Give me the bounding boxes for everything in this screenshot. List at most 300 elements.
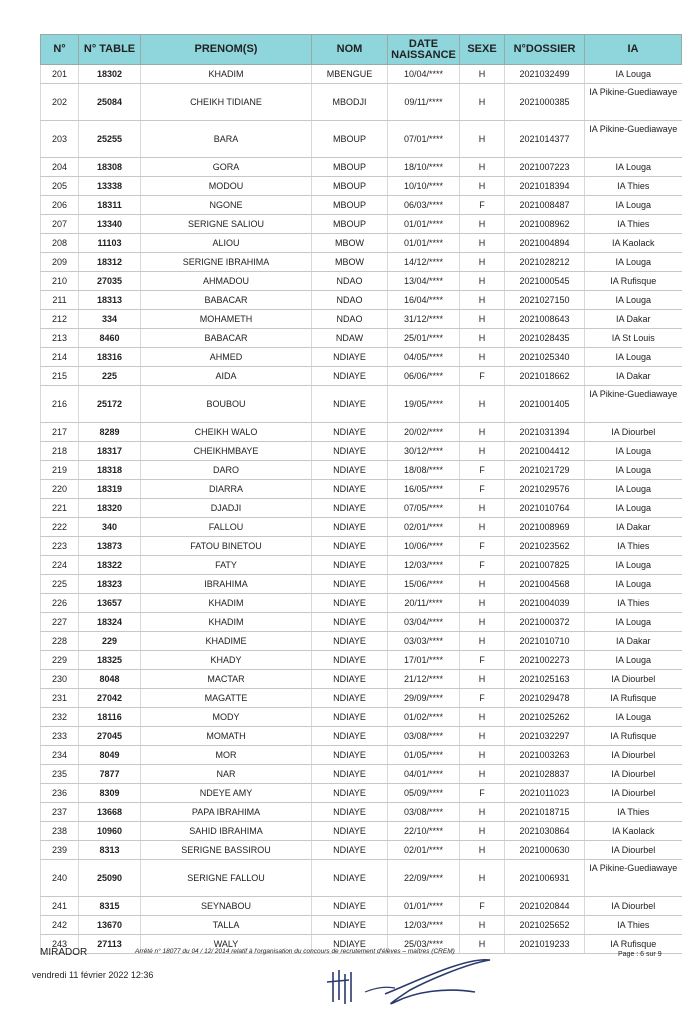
cell-tbl: 8309 xyxy=(79,784,141,803)
cell-dossier: 2021028435 xyxy=(505,329,585,348)
table-row xyxy=(41,860,682,897)
cell-dossier: 2021020844 xyxy=(505,897,585,916)
cell-prenom: DJADJI xyxy=(141,499,312,518)
cell-date: 05/09/**** xyxy=(388,784,460,803)
cell-tbl: 18312 xyxy=(79,253,141,272)
cell-ia: IA Louga xyxy=(585,575,682,594)
cell-nom: MBOW xyxy=(312,234,388,253)
cell-date: 10/10/**** xyxy=(388,177,460,196)
cell-ia: IA Thies xyxy=(585,177,682,196)
cell-ia: IA Kaolack xyxy=(585,234,682,253)
cell-nom: MBOW xyxy=(312,253,388,272)
cell-num: 208 xyxy=(41,234,79,253)
cell-tbl: 18317 xyxy=(79,442,141,461)
cell-date: 01/01/**** xyxy=(388,215,460,234)
header-num: N° xyxy=(41,35,79,65)
cell-dossier: 2021018662 xyxy=(505,367,585,386)
cell-dossier: 2021007223 xyxy=(505,158,585,177)
table-row xyxy=(41,784,682,803)
signature-icon xyxy=(325,952,495,1012)
cell-prenom: MOMATH xyxy=(141,727,312,746)
cell-dossier: 2021000385 xyxy=(505,84,585,121)
print-date: vendredi 11 février 2022 12:36 xyxy=(32,970,154,980)
cell-tbl: 18323 xyxy=(79,575,141,594)
cell-ia: IA Louga xyxy=(585,708,682,727)
cell-tbl: 7877 xyxy=(79,765,141,784)
cell-date: 20/11/**** xyxy=(388,594,460,613)
cell-dossier: 2021008487 xyxy=(505,196,585,215)
cell-dossier: 2021018715 xyxy=(505,803,585,822)
cell-prenom: NGONE xyxy=(141,196,312,215)
cell-num: 234 xyxy=(41,746,79,765)
cell-dossier: 2021004894 xyxy=(505,234,585,253)
cell-prenom: IBRAHIMA xyxy=(141,575,312,594)
table-body xyxy=(41,65,682,954)
results-table xyxy=(40,34,682,954)
cell-date: 29/09/**** xyxy=(388,689,460,708)
cell-date: 01/02/**** xyxy=(388,708,460,727)
cell-date: 07/05/**** xyxy=(388,499,460,518)
cell-sexe: H xyxy=(460,594,505,613)
cell-nom: MBODJI xyxy=(312,84,388,121)
table-row xyxy=(41,841,682,860)
cell-prenom: SERIGNE FALLOU xyxy=(141,860,312,897)
cell-prenom: FATOU BINETOU xyxy=(141,537,312,556)
cell-ia: IA Louga xyxy=(585,480,682,499)
cell-num: 209 xyxy=(41,253,79,272)
cell-prenom: MODY xyxy=(141,708,312,727)
header-prenom: PRENOM(S) xyxy=(141,35,312,65)
cell-tbl: 229 xyxy=(79,632,141,651)
cell-ia: IA St Louis xyxy=(585,329,682,348)
cell-nom: NDIAYE xyxy=(312,746,388,765)
cell-nom: NDIAYE xyxy=(312,632,388,651)
table-row xyxy=(41,651,682,670)
cell-nom: NDIAYE xyxy=(312,480,388,499)
table-row xyxy=(41,196,682,215)
cell-num: 227 xyxy=(41,613,79,632)
cell-nom: NDIAYE xyxy=(312,916,388,935)
table-row xyxy=(41,386,682,423)
table-row xyxy=(41,423,682,442)
cell-prenom: NDEYE AMY xyxy=(141,784,312,803)
cell-sexe: H xyxy=(460,253,505,272)
cell-nom: MBOUP xyxy=(312,158,388,177)
cell-nom: NDIAYE xyxy=(312,897,388,916)
cell-tbl: 18319 xyxy=(79,480,141,499)
cell-sexe: H xyxy=(460,499,505,518)
cell-tbl: 25090 xyxy=(79,860,141,897)
cell-tbl: 18311 xyxy=(79,196,141,215)
cell-prenom: KHADY xyxy=(141,651,312,670)
cell-num: 235 xyxy=(41,765,79,784)
cell-prenom: CHEIKHMBAYE xyxy=(141,442,312,461)
cell-sexe: H xyxy=(460,272,505,291)
cell-num: 230 xyxy=(41,670,79,689)
cell-date: 18/10/**** xyxy=(388,158,460,177)
cell-ia: IA Rufisque xyxy=(585,727,682,746)
cell-date: 02/01/**** xyxy=(388,518,460,537)
cell-num: 233 xyxy=(41,727,79,746)
cell-num: 242 xyxy=(41,916,79,935)
cell-date: 21/12/**** xyxy=(388,670,460,689)
cell-date: 01/05/**** xyxy=(388,746,460,765)
cell-date: 22/09/**** xyxy=(388,860,460,897)
cell-sexe: F xyxy=(460,367,505,386)
cell-num: 228 xyxy=(41,632,79,651)
cell-sexe: F xyxy=(460,689,505,708)
table-row xyxy=(41,727,682,746)
cell-ia: IA Dakar xyxy=(585,632,682,651)
cell-tbl: 18320 xyxy=(79,499,141,518)
cell-ia: IA Rufisque xyxy=(585,689,682,708)
cell-nom: MBOUP xyxy=(312,215,388,234)
table-row xyxy=(41,158,682,177)
cell-dossier: 2021032297 xyxy=(505,727,585,746)
cell-num: 226 xyxy=(41,594,79,613)
cell-tbl: 13873 xyxy=(79,537,141,556)
cell-dossier: 2021004568 xyxy=(505,575,585,594)
cell-ia: IA Louga xyxy=(585,461,682,480)
cell-dossier: 2021014377 xyxy=(505,121,585,158)
cell-dossier: 2021000372 xyxy=(505,613,585,632)
cell-prenom: MODOU xyxy=(141,177,312,196)
cell-sexe: F xyxy=(460,537,505,556)
cell-dossier: 2021029576 xyxy=(505,480,585,499)
cell-tbl: 8313 xyxy=(79,841,141,860)
cell-prenom: FATY xyxy=(141,556,312,575)
table-row xyxy=(41,367,682,386)
table-row xyxy=(41,461,682,480)
cell-dossier: 2021028212 xyxy=(505,253,585,272)
cell-sexe: H xyxy=(460,613,505,632)
table-row xyxy=(41,822,682,841)
table-row xyxy=(41,121,682,158)
cell-num: 238 xyxy=(41,822,79,841)
cell-num: 241 xyxy=(41,897,79,916)
cell-nom: NDAW xyxy=(312,329,388,348)
cell-nom: NDIAYE xyxy=(312,765,388,784)
cell-dossier: 2021000545 xyxy=(505,272,585,291)
cell-tbl: 13340 xyxy=(79,215,141,234)
cell-dossier: 2021011023 xyxy=(505,784,585,803)
cell-ia: IA Louga xyxy=(585,613,682,632)
cell-tbl: 18324 xyxy=(79,613,141,632)
cell-ia: IA Diourbel xyxy=(585,746,682,765)
cell-date: 16/04/**** xyxy=(388,291,460,310)
table-row xyxy=(41,480,682,499)
cell-sexe: H xyxy=(460,234,505,253)
cell-num: 203 xyxy=(41,121,79,158)
cell-prenom: CHEIKH TIDIANE xyxy=(141,84,312,121)
cell-tbl: 25255 xyxy=(79,121,141,158)
table-row xyxy=(41,689,682,708)
cell-tbl: 13338 xyxy=(79,177,141,196)
cell-sexe: H xyxy=(460,575,505,594)
cell-date: 16/05/**** xyxy=(388,480,460,499)
cell-prenom: TALLA xyxy=(141,916,312,935)
cell-tbl: 18302 xyxy=(79,65,141,84)
cell-date: 10/04/**** xyxy=(388,65,460,84)
cell-date: 12/03/**** xyxy=(388,916,460,935)
cell-prenom: KHADIME xyxy=(141,632,312,651)
cell-nom: NDIAYE xyxy=(312,822,388,841)
cell-date: 25/03/**** xyxy=(388,935,460,954)
cell-dossier: 2021010764 xyxy=(505,499,585,518)
table-row xyxy=(41,253,682,272)
cell-prenom: BABACAR xyxy=(141,291,312,310)
cell-date: 13/04/**** xyxy=(388,272,460,291)
table-row xyxy=(41,575,682,594)
cell-num: 240 xyxy=(41,860,79,897)
cell-date: 19/05/**** xyxy=(388,386,460,423)
cell-num: 214 xyxy=(41,348,79,367)
cell-nom: NDIAYE xyxy=(312,651,388,670)
results-table-container xyxy=(40,34,681,954)
cell-prenom: PAPA IBRAHIMA xyxy=(141,803,312,822)
table-row xyxy=(41,310,682,329)
cell-prenom: BARA xyxy=(141,121,312,158)
cell-dossier: 2021018394 xyxy=(505,177,585,196)
cell-date: 18/08/**** xyxy=(388,461,460,480)
cell-num: 202 xyxy=(41,84,79,121)
cell-sexe: H xyxy=(460,708,505,727)
cell-nom: NDIAYE xyxy=(312,803,388,822)
table-row xyxy=(41,329,682,348)
cell-num: 201 xyxy=(41,65,79,84)
header-nom: NOM xyxy=(312,35,388,65)
table-row xyxy=(41,556,682,575)
cell-nom: NDIAYE xyxy=(312,518,388,537)
cell-tbl: 18318 xyxy=(79,461,141,480)
table-row xyxy=(41,442,682,461)
cell-ia: IA Louga xyxy=(585,348,682,367)
cell-date: 07/01/**** xyxy=(388,121,460,158)
cell-num: 237 xyxy=(41,803,79,822)
cell-sexe: H xyxy=(460,442,505,461)
cell-sexe: H xyxy=(460,310,505,329)
cell-num: 222 xyxy=(41,518,79,537)
cell-num: 243 xyxy=(41,935,79,954)
cell-ia: IA Louga xyxy=(585,291,682,310)
cell-sexe: H xyxy=(460,916,505,935)
cell-num: 217 xyxy=(41,423,79,442)
cell-sexe: H xyxy=(460,291,505,310)
cell-nom: NDIAYE xyxy=(312,367,388,386)
table-row xyxy=(41,291,682,310)
table-row xyxy=(41,632,682,651)
cell-nom: NDIAYE xyxy=(312,708,388,727)
cell-nom: MBOUP xyxy=(312,121,388,158)
cell-prenom: SERIGNE SALIOU xyxy=(141,215,312,234)
cell-dossier: 2021006931 xyxy=(505,860,585,897)
cell-tbl: 340 xyxy=(79,518,141,537)
cell-prenom: AHMADOU xyxy=(141,272,312,291)
cell-sexe: H xyxy=(460,803,505,822)
cell-num: 239 xyxy=(41,841,79,860)
cell-num: 218 xyxy=(41,442,79,461)
cell-dossier: 2021025163 xyxy=(505,670,585,689)
cell-sexe: F xyxy=(460,897,505,916)
cell-date: 03/08/**** xyxy=(388,803,460,822)
cell-ia: IA Louga xyxy=(585,65,682,84)
cell-ia: IA Rufisque xyxy=(585,272,682,291)
cell-tbl: 8049 xyxy=(79,746,141,765)
table-row xyxy=(41,348,682,367)
cell-sexe: H xyxy=(460,65,505,84)
cell-ia: IA Diourbel xyxy=(585,784,682,803)
cell-prenom: KHADIM xyxy=(141,613,312,632)
cell-dossier: 2021007825 xyxy=(505,556,585,575)
table-row xyxy=(41,897,682,916)
cell-date: 02/01/**** xyxy=(388,841,460,860)
cell-num: 232 xyxy=(41,708,79,727)
cell-prenom: KHADIM xyxy=(141,594,312,613)
cell-prenom: MACTAR xyxy=(141,670,312,689)
cell-tbl: 13668 xyxy=(79,803,141,822)
cell-dossier: 2021001405 xyxy=(505,386,585,423)
cell-sexe: F xyxy=(460,556,505,575)
cell-date: 06/03/**** xyxy=(388,196,460,215)
cell-tbl: 27035 xyxy=(79,272,141,291)
cell-tbl: 13657 xyxy=(79,594,141,613)
cell-dossier: 2021028837 xyxy=(505,765,585,784)
cell-date: 01/01/**** xyxy=(388,234,460,253)
cell-tbl: 8315 xyxy=(79,897,141,916)
cell-num: 224 xyxy=(41,556,79,575)
cell-tbl: 27045 xyxy=(79,727,141,746)
cell-nom: MBOUP xyxy=(312,196,388,215)
table-row xyxy=(41,803,682,822)
cell-dossier: 2021002273 xyxy=(505,651,585,670)
cell-ia: IA Louga xyxy=(585,253,682,272)
cell-nom: NDIAYE xyxy=(312,727,388,746)
cell-nom: NDAO xyxy=(312,310,388,329)
table-row xyxy=(41,272,682,291)
cell-prenom: BOUBOU xyxy=(141,386,312,423)
cell-dossier: 2021031394 xyxy=(505,423,585,442)
table-row xyxy=(41,765,682,784)
cell-prenom: SERIGNE IBRAHIMA xyxy=(141,253,312,272)
cell-nom: NDAO xyxy=(312,291,388,310)
cell-ia: IA Dakar xyxy=(585,367,682,386)
cell-prenom: DARO xyxy=(141,461,312,480)
cell-dossier: 2021021729 xyxy=(505,461,585,480)
cell-ia: IA Diourbel xyxy=(585,841,682,860)
cell-sexe: H xyxy=(460,727,505,746)
cell-ia: IA Pikine-Guediawaye xyxy=(585,860,682,897)
table-row xyxy=(41,84,682,121)
cell-num: 206 xyxy=(41,196,79,215)
table-row xyxy=(41,234,682,253)
cell-tbl: 13670 xyxy=(79,916,141,935)
cell-ia: IA Thies xyxy=(585,594,682,613)
cell-dossier: 2021004412 xyxy=(505,442,585,461)
cell-tbl: 18308 xyxy=(79,158,141,177)
cell-ia: IA Diourbel xyxy=(585,423,682,442)
cell-prenom: MAGATTE xyxy=(141,689,312,708)
table-row xyxy=(41,708,682,727)
header-ia: IA xyxy=(585,35,682,65)
table-row xyxy=(41,518,682,537)
cell-ia: IA Kaolack xyxy=(585,822,682,841)
cell-sexe: H xyxy=(460,632,505,651)
cell-date: 30/12/**** xyxy=(388,442,460,461)
cell-ia: IA Dakar xyxy=(585,518,682,537)
cell-prenom: CHEIKH WALO xyxy=(141,423,312,442)
cell-ia: IA Diourbel xyxy=(585,765,682,784)
table-row xyxy=(41,215,682,234)
cell-ia: IA Louga xyxy=(585,651,682,670)
cell-sexe: H xyxy=(460,765,505,784)
cell-prenom: SERIGNE BASSIROU xyxy=(141,841,312,860)
cell-nom: NDIAYE xyxy=(312,860,388,897)
cell-date: 04/01/**** xyxy=(388,765,460,784)
table-row xyxy=(41,594,682,613)
cell-date: 31/12/**** xyxy=(388,310,460,329)
header-sexe: SEXE xyxy=(460,35,505,65)
cell-nom: NDIAYE xyxy=(312,499,388,518)
cell-dossier: 2021003263 xyxy=(505,746,585,765)
cell-num: 210 xyxy=(41,272,79,291)
cell-sexe: H xyxy=(460,935,505,954)
cell-dossier: 2021030864 xyxy=(505,822,585,841)
cell-tbl: 18322 xyxy=(79,556,141,575)
cell-num: 221 xyxy=(41,499,79,518)
cell-ia: IA Pikine-Guediawaye xyxy=(585,386,682,423)
cell-sexe: F xyxy=(460,651,505,670)
cell-date: 17/01/**** xyxy=(388,651,460,670)
cell-sexe: H xyxy=(460,860,505,897)
footer-decree: Arrêté n° 18077 du 04 / 12/ 2014 relatif à l'organisation du concours de recrutement d'élèves – maîtres (CREM) xyxy=(135,948,455,955)
cell-prenom: MOR xyxy=(141,746,312,765)
cell-tbl: 18316 xyxy=(79,348,141,367)
cell-dossier: 2021010710 xyxy=(505,632,585,651)
cell-ia: IA Louga xyxy=(585,158,682,177)
cell-sexe: H xyxy=(460,746,505,765)
cell-date: 03/04/**** xyxy=(388,613,460,632)
cell-dossier: 2021023562 xyxy=(505,537,585,556)
cell-ia: IA Louga xyxy=(585,556,682,575)
cell-dossier: 2021008969 xyxy=(505,518,585,537)
cell-dossier: 2021025652 xyxy=(505,916,585,935)
table-row xyxy=(41,499,682,518)
cell-prenom: AHMED xyxy=(141,348,312,367)
cell-tbl: 25172 xyxy=(79,386,141,423)
cell-nom: NDIAYE xyxy=(312,594,388,613)
cell-tbl: 18325 xyxy=(79,651,141,670)
cell-ia: IA Dakar xyxy=(585,310,682,329)
cell-num: 207 xyxy=(41,215,79,234)
table-row xyxy=(41,65,682,84)
cell-ia: IA Thies xyxy=(585,916,682,935)
cell-num: 204 xyxy=(41,158,79,177)
cell-tbl: 10960 xyxy=(79,822,141,841)
cell-prenom: WALY xyxy=(141,935,312,954)
cell-date: 14/12/**** xyxy=(388,253,460,272)
cell-sexe: H xyxy=(460,423,505,442)
cell-prenom: KHADIM xyxy=(141,65,312,84)
cell-num: 236 xyxy=(41,784,79,803)
cell-sexe: F xyxy=(460,461,505,480)
cell-sexe: H xyxy=(460,386,505,423)
cell-ia: IA Thies xyxy=(585,803,682,822)
cell-nom: NDAO xyxy=(312,272,388,291)
cell-num: 229 xyxy=(41,651,79,670)
cell-ia: IA Diourbel xyxy=(585,670,682,689)
cell-tbl: 8048 xyxy=(79,670,141,689)
cell-ia: IA Thies xyxy=(585,215,682,234)
